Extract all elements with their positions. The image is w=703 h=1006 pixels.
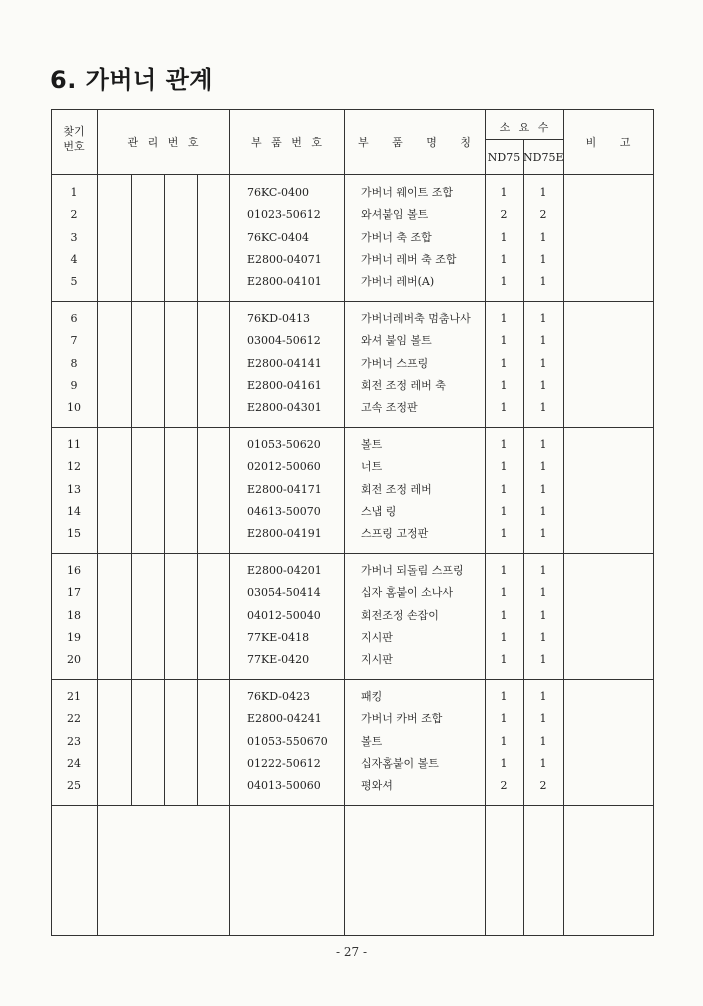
qty-nd75e: 1 <box>539 527 547 541</box>
row-index: 2 <box>70 208 78 222</box>
part-number: E2800-04191 <box>247 527 322 541</box>
header-index-line2: 번호 <box>63 140 85 153</box>
row-divider <box>485 139 563 140</box>
col-divider <box>344 109 345 936</box>
qty-nd75: 1 <box>500 630 508 644</box>
header-bottom <box>51 174 654 175</box>
qty-nd75: 1 <box>500 653 508 667</box>
part-name: 가버너 스프링 <box>361 356 429 370</box>
part-name: 가버너 레버(A) <box>361 275 435 289</box>
qty-nd75e: 2 <box>539 208 547 222</box>
qty-nd75e: 1 <box>539 460 547 474</box>
row-index: 16 <box>67 564 81 577</box>
part-name: 십자 홈붙이 소나사 <box>361 586 454 600</box>
row-index: 10 <box>67 401 81 415</box>
row-index: 23 <box>67 734 81 748</box>
part-name: 볼트 <box>361 734 383 748</box>
qty-nd75: 1 <box>500 482 508 496</box>
header-index-line1: 찾기 <box>63 125 85 138</box>
qty-nd75e: 1 <box>539 608 547 622</box>
part-number: 01053-50620 <box>247 438 321 451</box>
group-divider <box>51 805 654 806</box>
part-number: 01023-50612 <box>247 208 321 222</box>
part-number: 76KD-0423 <box>247 690 310 703</box>
qty-nd75: 1 <box>500 401 508 415</box>
col-divider <box>563 109 564 936</box>
qty-nd75e: 1 <box>539 252 547 266</box>
row-index: 4 <box>70 252 78 266</box>
col-divider <box>164 174 165 805</box>
part-number: 76KD-0413 <box>247 312 310 325</box>
row-index: 15 <box>67 527 81 541</box>
row-index: 18 <box>67 608 81 622</box>
header-qty-nd75: ND75 <box>487 151 521 164</box>
qty-nd75e: 1 <box>539 586 547 600</box>
row-index: 8 <box>70 356 78 370</box>
part-name: 지시판 <box>361 630 393 644</box>
part-name: 십자홈붙이 볼트 <box>361 756 439 770</box>
table-border-right <box>653 109 654 936</box>
qty-nd75e: 1 <box>539 312 547 325</box>
qty-nd75e: 1 <box>539 186 547 199</box>
qty-nd75: 1 <box>500 378 508 392</box>
header-remarks: 비 고 <box>585 136 631 149</box>
qty-nd75e: 1 <box>539 690 547 703</box>
row-index: 14 <box>67 504 81 518</box>
qty-nd75: 1 <box>500 690 508 703</box>
row-index: 1 <box>70 186 78 199</box>
part-number: E2800-04071 <box>247 252 322 266</box>
page-number: - 27 - <box>335 945 367 959</box>
qty-nd75e: 1 <box>539 334 547 348</box>
qty-nd75: 1 <box>500 438 508 451</box>
part-name: 패킹 <box>361 690 383 703</box>
part-name: 회전 조정 레버 축 <box>361 378 446 392</box>
group-divider <box>51 427 654 428</box>
row-index: 22 <box>67 712 81 726</box>
row-index: 3 <box>70 230 78 244</box>
qty-nd75: 1 <box>500 564 508 577</box>
qty-nd75: 1 <box>500 460 508 474</box>
qty-nd75e: 1 <box>539 378 547 392</box>
part-name: 평와셔 <box>361 779 393 793</box>
qty-nd75e: 1 <box>539 712 547 726</box>
row-index: 21 <box>67 690 81 703</box>
part-number: 01053-550670 <box>247 734 328 748</box>
row-index: 13 <box>67 482 81 496</box>
part-number: E2800-04161 <box>247 378 322 392</box>
qty-nd75e: 1 <box>539 734 547 748</box>
qty-nd75e: 1 <box>539 504 547 518</box>
qty-nd75: 1 <box>500 756 508 770</box>
group-divider <box>51 679 654 680</box>
qty-nd75e: 1 <box>539 756 547 770</box>
row-index: 24 <box>67 756 81 770</box>
col-divider <box>97 109 98 936</box>
part-number: 03004-50612 <box>247 334 321 348</box>
qty-nd75e: 1 <box>539 564 547 577</box>
part-name: 너트 <box>361 460 383 474</box>
part-name: 지시판 <box>361 653 393 667</box>
qty-nd75: 1 <box>500 608 508 622</box>
qty-nd75: 1 <box>500 312 508 325</box>
qty-nd75e: 1 <box>539 356 547 370</box>
row-index: 7 <box>70 334 78 348</box>
header-part-name: 부 품 명 칭 <box>358 136 471 149</box>
col-divider <box>131 174 132 805</box>
qty-nd75: 1 <box>500 712 508 726</box>
part-name: 가버너 축 조합 <box>361 230 432 244</box>
part-number: E2800-04171 <box>247 482 322 496</box>
qty-nd75e: 1 <box>539 630 547 644</box>
part-number: 76KC-0404 <box>247 230 310 244</box>
qty-nd75: 1 <box>500 252 508 266</box>
row-index: 12 <box>67 460 81 474</box>
qty-nd75e: 1 <box>539 401 547 415</box>
part-name: 고속 조정판 <box>361 401 418 415</box>
qty-nd75: 1 <box>500 734 508 748</box>
parts-table <box>51 109 654 936</box>
part-number: E2800-04241 <box>247 712 322 726</box>
part-number: E2800-04101 <box>247 275 322 289</box>
qty-nd75: 1 <box>500 230 508 244</box>
row-index: 9 <box>70 378 78 392</box>
row-index: 6 <box>70 312 78 325</box>
part-name: 와셔붙임 볼트 <box>361 208 429 222</box>
part-number: 04012-50040 <box>247 608 321 622</box>
part-number: 01222-50612 <box>247 756 321 770</box>
part-name: 회전 조정 레버 <box>361 482 432 496</box>
row-index: 5 <box>70 275 78 289</box>
part-name: 가버너 레버 축 조합 <box>361 252 457 266</box>
qty-nd75e: 1 <box>539 482 547 496</box>
part-name: 볼트 <box>361 438 383 451</box>
part-number: 76KC-0400 <box>247 186 310 199</box>
part-name: 스프링 고정판 <box>361 527 429 541</box>
part-number: E2800-04301 <box>247 401 322 415</box>
qty-nd75e: 1 <box>539 653 547 667</box>
qty-nd75e: 1 <box>539 438 547 451</box>
part-number: 02012-50060 <box>247 460 321 474</box>
part-name: 스냅 링 <box>361 504 397 518</box>
part-name: 가버너 카버 조합 <box>361 712 443 726</box>
part-number: E2800-04201 <box>247 564 322 577</box>
col-divider <box>197 174 198 805</box>
part-name: 와셔 붙임 볼트 <box>361 334 432 348</box>
header-qty: 소 요 수 <box>499 121 549 134</box>
part-number: 77KE-0418 <box>247 630 310 644</box>
qty-nd75: 1 <box>500 504 508 518</box>
part-number: 03054-50414 <box>247 586 321 600</box>
col-divider <box>229 109 230 936</box>
row-index: 25 <box>67 779 81 793</box>
part-name: 가버너레버축 멈춤나사 <box>361 312 471 325</box>
header-mgmt-no: 관 리 번 호 <box>127 136 199 149</box>
qty-nd75: 1 <box>500 527 508 541</box>
qty-nd75: 1 <box>500 186 508 199</box>
qty-nd75: 1 <box>500 334 508 348</box>
row-index: 11 <box>67 438 81 451</box>
part-name: 가버너 되돌림 스프링 <box>361 564 464 577</box>
header-index <box>51 124 97 154</box>
group-divider <box>51 553 654 554</box>
row-index: 19 <box>67 630 81 644</box>
qty-nd75: 1 <box>500 586 508 600</box>
qty-nd75: 1 <box>500 356 508 370</box>
qty-nd75: 2 <box>500 208 508 222</box>
row-index: 20 <box>67 653 81 667</box>
part-number: 04613-50070 <box>247 504 321 518</box>
qty-nd75: 1 <box>500 275 508 289</box>
qty-nd75e: 1 <box>539 230 547 244</box>
qty-nd75e: 1 <box>539 275 547 289</box>
header-part-no: 부 품 번 호 <box>251 136 322 149</box>
qty-nd75e: 2 <box>539 779 547 793</box>
part-name: 가버너 웨이트 조합 <box>361 186 454 199</box>
part-number: 04013-50060 <box>247 779 321 793</box>
part-number: 77KE-0420 <box>247 653 310 667</box>
page-title: 6. 가버너 관계 <box>50 66 213 94</box>
qty-nd75: 2 <box>500 779 508 793</box>
row-index: 17 <box>67 586 81 600</box>
part-number: E2800-04141 <box>247 356 322 370</box>
part-name: 회전조정 손잡이 <box>361 608 439 622</box>
header-qty-nd75e: ND75E <box>523 151 564 164</box>
group-divider <box>51 301 654 302</box>
